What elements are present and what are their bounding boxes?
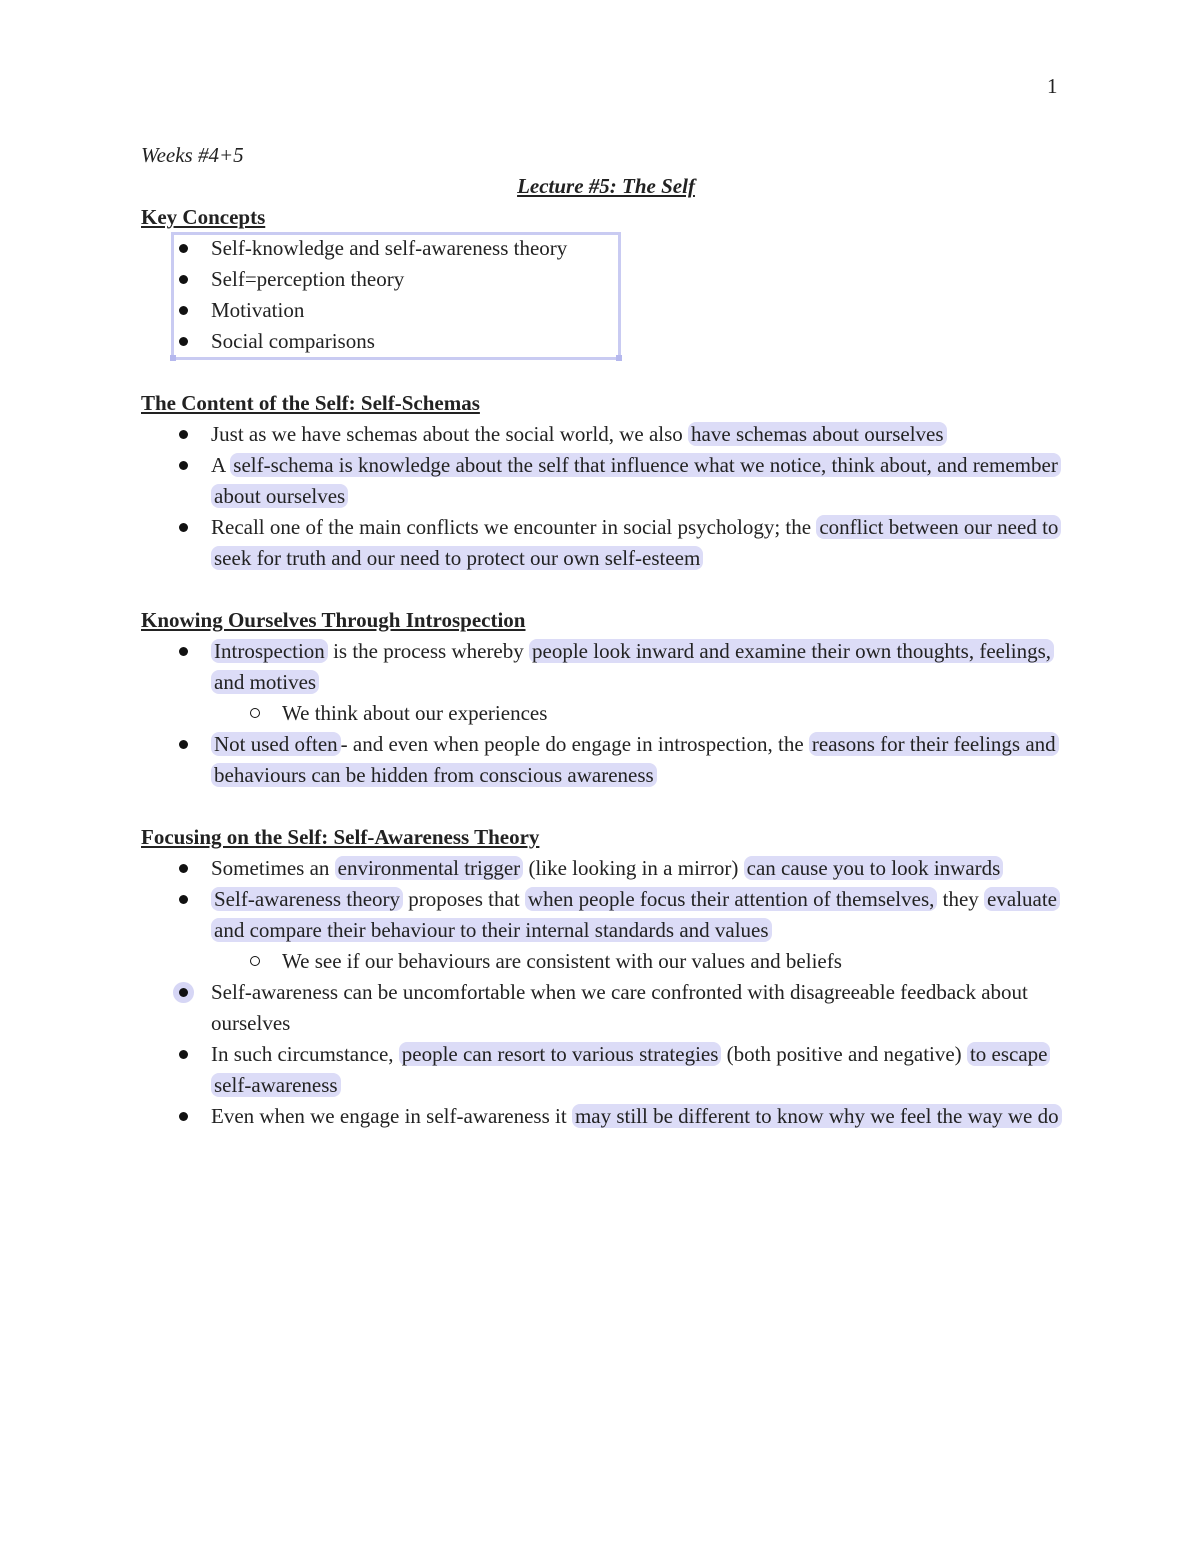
highlight: Not used often — [211, 732, 341, 756]
list-item: Social comparisons — [141, 326, 1071, 357]
highlight: self-schema is knowledge about the self that influence what we notice, think about, and remember about ourselves — [211, 453, 1061, 508]
highlight: people look inward and examine their own thoughts, feelings, and motives — [211, 639, 1054, 694]
highlight: people can resort to various strategies — [399, 1042, 722, 1066]
key-concepts-list — [141, 233, 1071, 357]
text: they — [937, 887, 985, 911]
weeks-label: Weeks #4+5 — [141, 143, 244, 167]
highlight: environmental trigger — [335, 856, 524, 880]
list-item — [141, 884, 1071, 946]
highlight: Self-awareness theory — [211, 887, 403, 911]
highlight: reasons for their feelings and behaviours can be hidden from conscious awareness — [211, 732, 1059, 787]
sub-list-item: We think about our experiences — [141, 698, 1071, 729]
self-schemas-list — [141, 419, 1071, 574]
page-number: 1 — [1047, 74, 1058, 98]
list-item — [141, 853, 1071, 884]
highlight: Introspection — [211, 639, 328, 663]
text: Even when we engage in self-awareness it — [211, 1104, 572, 1128]
highlight: can cause you to look inwards — [744, 856, 1004, 880]
highlight: conflict between our need to seek for truth and our need to protect our own self-esteem — [211, 515, 1061, 570]
list-item — [141, 512, 1071, 574]
list-item — [141, 1039, 1071, 1101]
lecture-title: Lecture #5: The Self — [517, 174, 695, 198]
text: Just as we have schemas about the social world, we also — [211, 422, 689, 446]
text: - and even when people do engage in introspection, the — [340, 732, 809, 756]
list-item — [141, 729, 1071, 791]
list-item — [141, 419, 1071, 450]
heading-introspection: Knowing Ourselves Through Introspection — [141, 608, 526, 632]
highlight: to escape self-awareness — [211, 1042, 1050, 1097]
text: Recall one of the main conflicts we encounter in social psychology; the — [211, 515, 817, 539]
heading-self-awareness: Focusing on the Self: Self-Awareness Theory — [141, 825, 540, 849]
highlight: may still be different to know why we feel the way we do — [572, 1104, 1062, 1128]
highlight: when people focus their attention of themselves, — [525, 887, 937, 911]
text: (both positive and negative) — [721, 1042, 967, 1066]
text: proposes that — [403, 887, 525, 911]
self-awareness-list — [141, 853, 1071, 1132]
text: Sometimes an — [211, 856, 335, 880]
highlight: have schemas about ourselves — [688, 422, 947, 446]
text: is the process whereby — [327, 639, 530, 663]
text: (like looking in a mirror) — [523, 856, 744, 880]
list-item — [141, 636, 1071, 698]
document-body — [141, 140, 1071, 1132]
list-item: Self=perception theory — [141, 264, 1071, 295]
highlight: evaluate and compare their behaviour to their internal standards and values — [211, 887, 1060, 942]
sub-list-item: We see if our behaviours are consistent with our values and beliefs — [141, 946, 1071, 977]
text: A — [211, 453, 231, 477]
list-item: Motivation — [141, 295, 1071, 326]
list-item: Self-awareness can be uncomfortable when we care confronted with disagreeable feedback about ourselves — [141, 977, 1071, 1039]
list-item — [141, 1101, 1071, 1132]
introspection-list — [141, 636, 1071, 791]
list-item: Self-knowledge and self-awareness theory — [141, 233, 1071, 264]
text: In such circumstance, — [211, 1042, 399, 1066]
heading-key-concepts: Key Concepts — [141, 205, 266, 229]
list-item — [141, 450, 1071, 512]
heading-self-schemas: The Content of the Self: Self-Schemas — [141, 391, 480, 415]
